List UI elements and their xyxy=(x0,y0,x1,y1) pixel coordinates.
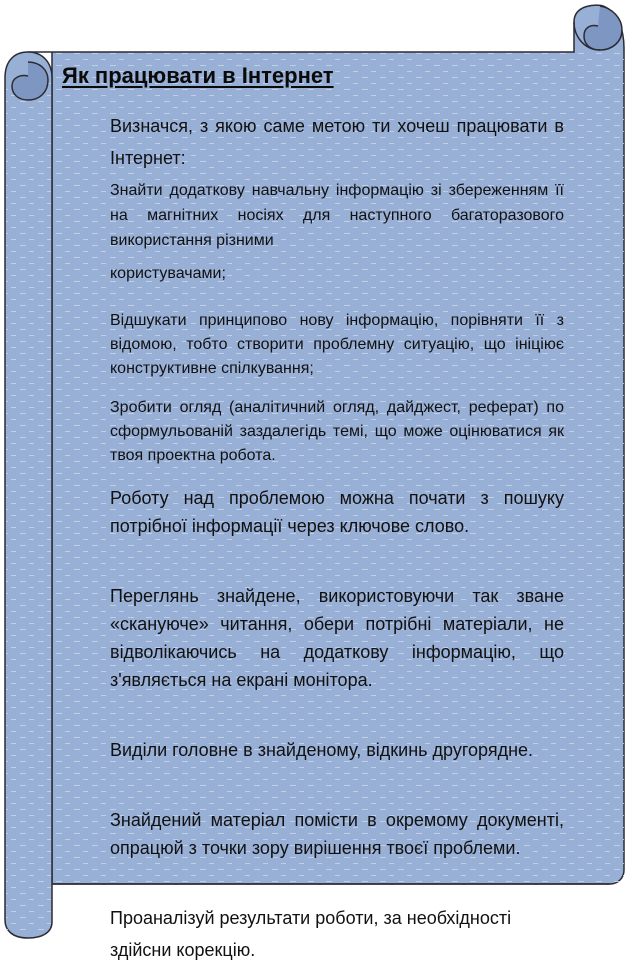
goal-item-1-continuation: користувачами; xyxy=(110,265,226,282)
page-title: Як працювати в Інтернет xyxy=(62,63,334,88)
goal-item-1 xyxy=(110,178,564,286)
intro-paragraph: Визначся, з якою саме метою ти хочеш працювати в Інтернет: xyxy=(110,116,564,168)
goal-item-2: Відшукати принципово нову інформацію, порівняти її з відомою, тобто створити проблемну ситуацію, що ініціює конструктивне спілкування; xyxy=(110,312,564,377)
step-paragraph-2: Переглянь знайдене, використовуючи так зване «скануюче» читання, обери потрібні матеріали, не відволікаючись на додаткову інформацію, що з'являється на екрані монітора. xyxy=(110,586,564,690)
step-paragraph-1: Роботу над проблемою можна почати з пошуку потрібної інформації через ключове слово. xyxy=(110,488,564,536)
goal-item-3: Зробити огляд (аналітичний огляд, дайджест, реферат) по сформульованій заздалегідь темі, що може оцінюватися як твоя проектна робота. xyxy=(110,399,564,464)
step-paragraph-3: Виділи головне в знайденому, відкинь другорядне. xyxy=(110,740,534,760)
step-paragraph-4: Знайдений матеріал помісти в окремому документі, опрацюй з точки зору вирішення твоєї проблеми. xyxy=(110,810,564,858)
step-paragraph-5: Проаналізуй результати роботи, за необхідності здійсни корекцію. xyxy=(110,908,512,960)
goal-item-1-text: Знайти додаткову навчальну інформацію зі збереженням її на магнітних носіях для наступного багаторазового використання різними xyxy=(110,182,564,249)
